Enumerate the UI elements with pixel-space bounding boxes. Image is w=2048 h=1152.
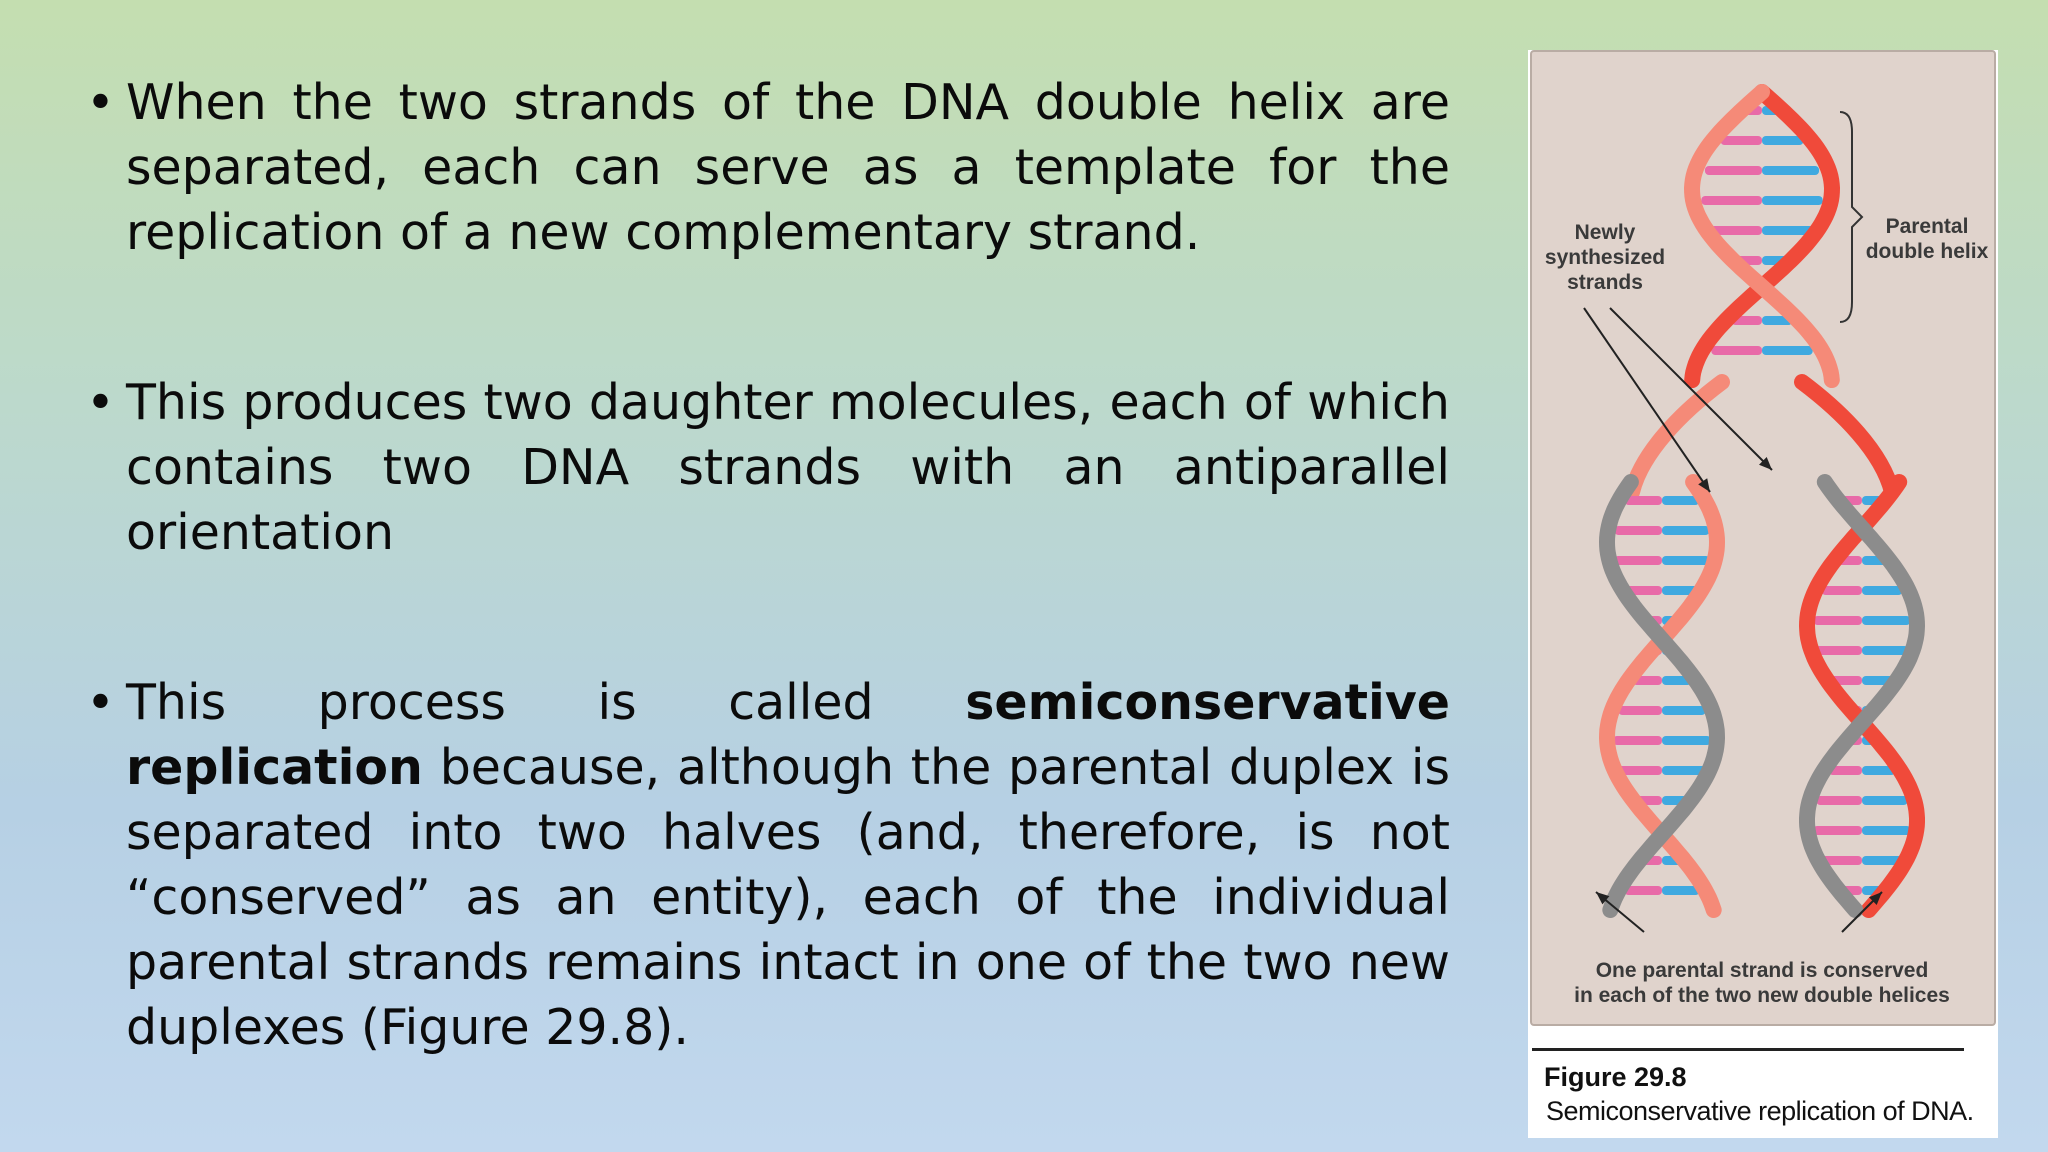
- base-pair-left: [1721, 136, 1762, 145]
- label-line: synthesized: [1544, 246, 1666, 269]
- base-pair-right: [1762, 346, 1813, 355]
- label-line: strands: [1567, 271, 1643, 294]
- base-pair-right: [1862, 826, 1911, 835]
- dna-helix-illustration: [1532, 52, 1994, 1024]
- base-pair-right: [1662, 556, 1710, 565]
- base-pair-right: [1862, 796, 1908, 805]
- base-pair-right: [1862, 646, 1909, 655]
- label-parental-double-helix: [1858, 214, 1996, 264]
- dna-replication-figure: [1528, 50, 1998, 1138]
- figure-title: Figure 29.8: [1544, 1062, 1687, 1092]
- base-pair-right: [1762, 136, 1803, 145]
- label-line: double helix: [1865, 240, 1989, 263]
- base-pair-left: [1814, 616, 1862, 625]
- base-pair-left: [1822, 586, 1862, 595]
- bullet-dot: •: [86, 74, 115, 131]
- label-parental-conserved: [1552, 958, 1972, 1008]
- base-pair-left: [1701, 196, 1762, 205]
- base-pair-right: [1662, 736, 1711, 745]
- bullet-text: This produces two daughter molecules, each of which contains two DNA strands with an antiparallel orientation: [126, 374, 1450, 561]
- parental-strand: [1807, 482, 1917, 910]
- base-pair-left: [1613, 736, 1662, 745]
- base-pair-right: [1762, 166, 1819, 175]
- new-strand: [1807, 482, 1917, 910]
- base-pair-right: [1862, 586, 1902, 595]
- base-pair-left: [1816, 796, 1862, 805]
- bullet-text: When the two strands of the DNA double helix are separated, each can serve as a template for the replication of a new complementary strand.: [126, 74, 1450, 261]
- bullet-item: [86, 670, 1450, 1060]
- base-pair-left: [1624, 886, 1662, 895]
- bullet-text-end: because, although the parental duplex is separated into two halves (and, therefore, is not “conserved” as an entity), each of the individual parental strands remains intact in one of the two new duplexes (Figure 29.8).: [126, 739, 1450, 1056]
- parental-strand: [1802, 382, 1892, 492]
- base-pair-left: [1625, 496, 1662, 505]
- bullet-item: [86, 70, 1450, 265]
- base-pair-left: [1618, 706, 1662, 715]
- figure-caption: Semiconservative replication of DNA.: [1546, 1096, 1974, 1126]
- bullet-bold-term: semiconservative replication: [126, 674, 1450, 796]
- figure-illustration-panel: [1530, 50, 1996, 1026]
- bullet-item: [86, 370, 1450, 565]
- base-pair-right: [1662, 706, 1706, 715]
- bullet-dot: •: [86, 674, 115, 731]
- bullet-text-start: This process is called: [126, 674, 966, 731]
- base-pair-right: [1662, 496, 1699, 505]
- label-line: One parental strand is conserved: [1595, 959, 1929, 982]
- base-pair-left: [1813, 826, 1862, 835]
- label-line: Newly: [1574, 221, 1636, 244]
- base-pair-left: [1815, 646, 1862, 655]
- annotation-arrow: [1610, 308, 1772, 470]
- base-pair-right: [1762, 196, 1823, 205]
- label-newly-synthesized: [1538, 220, 1672, 295]
- base-pair-left: [1614, 526, 1662, 535]
- base-pair-left: [1711, 346, 1762, 355]
- base-pair-right: [1662, 886, 1700, 895]
- base-pair-left: [1614, 556, 1662, 565]
- base-pair-right: [1662, 526, 1710, 535]
- base-pair-left: [1705, 166, 1762, 175]
- label-line: Parental: [1885, 215, 1969, 238]
- label-line: in each of the two new double helices: [1574, 984, 1950, 1007]
- base-pair-right: [1862, 616, 1910, 625]
- bullet-text: [126, 670, 1450, 1060]
- bullet-dot: •: [86, 374, 115, 431]
- figure-divider: [1532, 1048, 1964, 1051]
